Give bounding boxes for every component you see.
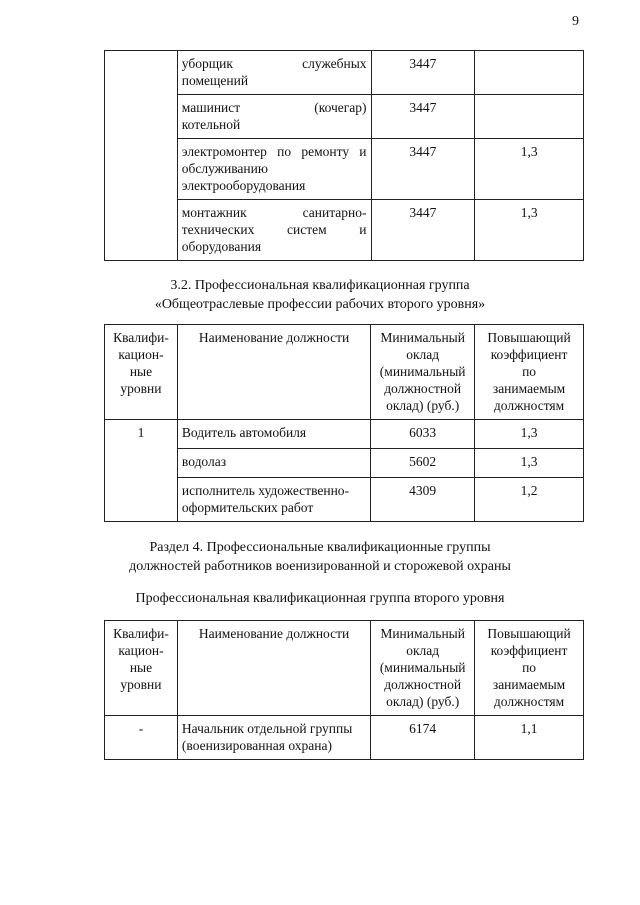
- salary-cell: 4309: [371, 478, 475, 522]
- coefficient-cell: [475, 51, 584, 95]
- coefficient-cell: 1,3: [475, 449, 584, 478]
- salary-cell: 3447: [371, 139, 475, 200]
- position-name-cell: уборщик служебных помещений: [177, 51, 371, 95]
- section-3-2-title: 3.2. Профессиональная квалификационная группа «Общеотраслевые профессии рабочих второго уровня»: [154, 278, 486, 312]
- position-name-cell: Начальник отдельной группы (военизированная охрана): [177, 716, 370, 760]
- position-name-cell: машинист (кочегар) котельной: [177, 95, 371, 139]
- table-row: [105, 139, 584, 200]
- salary-cell: 6174: [371, 716, 475, 760]
- position-name-cell: электромонтер по ремонту и обслуживанию электрооборудования: [177, 139, 371, 200]
- coefficient-cell: 1,3: [475, 420, 584, 449]
- header-level: Квалифи- кацион- ные уровни: [105, 325, 178, 420]
- salary-cell: 6033: [371, 420, 475, 449]
- position-name-cell: водолаз: [177, 449, 370, 478]
- table-group-3-2: [104, 324, 584, 522]
- table-row: [105, 716, 584, 760]
- table-header-row: [105, 325, 584, 420]
- header-coefficient: Повышающий коэффициент по занимаемым должностям: [475, 621, 584, 716]
- table-continuation: [104, 50, 584, 261]
- header-coefficient: Повышающий коэффициент по занимаемым должностям: [475, 325, 584, 420]
- header-position-name: Наименование должности: [177, 621, 370, 716]
- level-cell-empty: [105, 51, 178, 261]
- level-cell: -: [105, 716, 178, 760]
- section-4-title: Раздел 4. Профессиональные квалификационные группы должностей работников военизированной и сторожевой охраны: [129, 540, 511, 574]
- table-group-second-level: [104, 620, 584, 760]
- salary-cell: 3447: [371, 200, 475, 261]
- salary-cell: 3447: [371, 51, 475, 95]
- coefficient-cell: 1,1: [475, 716, 584, 760]
- table-header-row: [105, 621, 584, 716]
- header-salary: Минимальный оклад (минимальный должностной оклад) (руб.): [371, 621, 475, 716]
- salary-cell: 3447: [371, 95, 475, 139]
- table-row: [105, 200, 584, 261]
- coefficient-cell: 1,2: [475, 478, 584, 522]
- salary-cell: 5602: [371, 449, 475, 478]
- header-position-name: Наименование должности: [177, 325, 370, 420]
- header-salary: Минимальный оклад (минимальный должностной оклад) (руб.): [371, 325, 475, 420]
- position-name-cell: Водитель автомобиля: [177, 420, 370, 449]
- coefficient-cell: 1,3: [475, 139, 584, 200]
- section-4-subtitle: Профессиональная квалификационная группа второго уровня: [135, 591, 505, 606]
- table-row: [105, 95, 584, 139]
- header-level: Квалифи- кацион- ные уровни: [105, 621, 178, 716]
- table-row: [105, 51, 584, 95]
- level-cell: 1: [105, 420, 178, 522]
- coefficient-cell: 1,3: [475, 200, 584, 261]
- coefficient-cell: [475, 95, 584, 139]
- page-number: 9: [572, 14, 579, 29]
- position-name-cell: монтажник санитарно- технических систем и оборудования: [177, 200, 371, 261]
- table-row: [105, 420, 584, 449]
- position-name-cell: исполнитель художественно- оформительских работ: [177, 478, 370, 522]
